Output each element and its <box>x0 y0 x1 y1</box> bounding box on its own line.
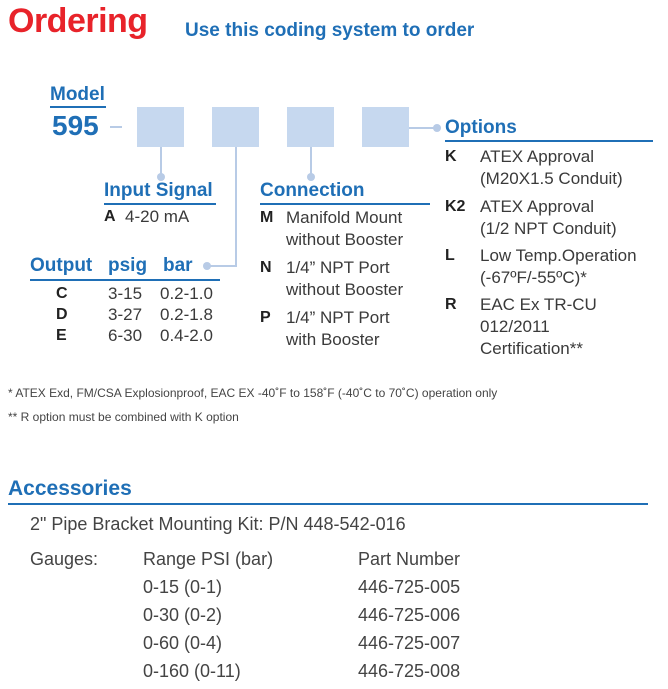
gauge-range: 0-160 (0-11) <box>143 661 241 681</box>
output-col-psig: psig <box>108 255 148 276</box>
output-header: Output <box>30 255 93 276</box>
options-header: Options <box>445 117 517 138</box>
gauge-part-number: 446-725-005 <box>358 577 461 597</box>
gauges-label: Gauges: <box>30 549 99 569</box>
page-subtitle: Use this coding system to order <box>185 20 475 41</box>
connector-dot <box>433 124 441 132</box>
connection-desc-line1: 1/4” NPT Port <box>286 308 390 327</box>
model-dash <box>110 126 122 128</box>
model-value: 595 <box>52 110 99 141</box>
connection-desc-line1: 1/4” NPT Port <box>286 258 390 277</box>
connection-code: P <box>260 309 271 326</box>
option-code: R <box>445 296 457 313</box>
connection-code: N <box>260 259 272 276</box>
code-box-options <box>362 107 409 147</box>
output-psig: 6-30 <box>108 326 143 345</box>
option-desc-line: 012/2011 <box>480 317 550 336</box>
output-psig: 3-27 <box>108 305 143 324</box>
gauge-part-number: 446-725-007 <box>358 633 461 653</box>
gauge-part-number: 446-725-006 <box>358 605 461 625</box>
model-label: Model <box>50 84 105 105</box>
option-desc-line: Low Temp.Operation <box>480 246 637 265</box>
output-code: D <box>56 306 68 323</box>
option-desc-line: (-67ºF/-55ºC)* <box>480 268 587 287</box>
output-bar: 0.4-2.0 <box>160 326 213 345</box>
accessories-underline <box>8 503 648 505</box>
gauge-range: 0-30 (0-2) <box>143 605 223 625</box>
code-box-input-signal <box>137 107 184 147</box>
gauge-part-number: 446-725-008 <box>358 661 461 681</box>
option-desc-line: ATEX Approval <box>480 147 595 166</box>
model-underline <box>50 106 106 108</box>
option-desc-line: (M20X1.5 Conduit) <box>480 169 623 188</box>
bracket-kit: 2" Pipe Bracket Mounting Kit: P/N 448-542-016 <box>30 514 406 534</box>
connection-desc-line2: with Booster <box>286 330 380 349</box>
connection-desc-line1: Manifold Mount <box>286 208 403 227</box>
connector-dot <box>203 262 211 270</box>
connection-desc-line2: without Booster <box>286 230 404 249</box>
option-desc-line: (1/2 NPT Conduit) <box>480 219 617 238</box>
option-desc-line: EAC Ex TR-CU <box>480 295 597 314</box>
option-code: K <box>445 148 457 165</box>
output-code: E <box>56 327 67 344</box>
input-signal-underline <box>104 203 216 205</box>
footnote: ** R option must be combined with K option <box>8 410 239 424</box>
input-signal-code: A <box>104 208 116 225</box>
option-desc-line: ATEX Approval <box>480 197 595 216</box>
gauge-range: 0-60 (0-4) <box>143 633 223 653</box>
gauge-range: 0-15 (0-1) <box>143 577 223 597</box>
input-signal-header: Input Signal <box>104 180 213 201</box>
options-underline <box>445 140 653 142</box>
connector-output-h <box>208 265 237 267</box>
output-code: C <box>56 285 68 302</box>
gauges-col-part: Part Number <box>358 549 461 569</box>
output-psig: 3-15 <box>108 284 143 303</box>
output-bar: 0.2-1.0 <box>160 284 213 303</box>
output-bar: 0.2-1.8 <box>160 305 213 324</box>
option-desc-line: Certification** <box>480 339 583 358</box>
option-code: K2 <box>445 198 466 215</box>
connection-code: M <box>260 209 274 226</box>
connection-underline <box>260 203 430 205</box>
accessories-header: Accessories <box>8 477 132 500</box>
code-box-connection <box>287 107 334 147</box>
output-col-bar: bar <box>163 255 193 276</box>
option-code: L <box>445 247 455 264</box>
connection-header: Connection <box>260 180 365 201</box>
gauges-col-range: Range PSI (bar) <box>143 549 274 569</box>
page-title: Ordering <box>8 2 148 40</box>
connector-output-v <box>235 147 237 267</box>
input-signal-desc: 4-20 mA <box>125 207 190 226</box>
code-box-output <box>212 107 259 147</box>
footnote: * ATEX Exd, FM/CSA Explosionproof, EAC EX -40˚F to 158˚F (-40˚C to 70˚C) operation only <box>8 386 498 400</box>
output-underline <box>30 279 220 281</box>
connection-desc-line2: without Booster <box>286 280 404 299</box>
